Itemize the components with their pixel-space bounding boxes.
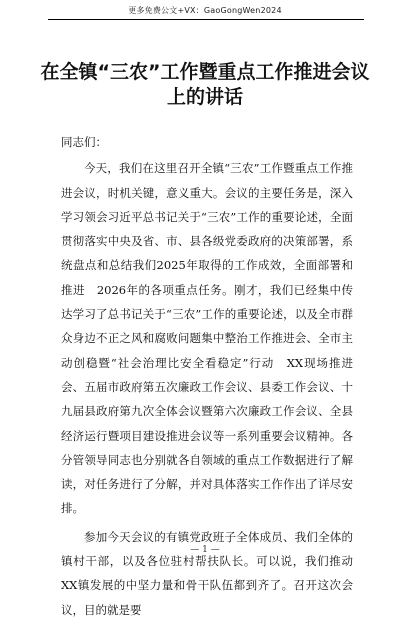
header-divider: [48, 19, 364, 20]
page-number: — 1 —: [190, 545, 220, 555]
salutation: 同志们：: [61, 135, 107, 149]
header-note: 更多免费公文+VX：GaoGongWen2024: [128, 6, 282, 15]
document-title: 在全镇“三农”工作暨重点工作推进会议上的讲话: [40, 61, 370, 108]
paragraph: 今天，我们在这里召开全镇“三农”工作暨重点工作推进会议，时机关键，意义重大。会议的主要任务是，深入学习领会习近平总书记关于“三农”工作的重要论述，全面贯彻落实中央及省、市、县各级党委政府的决策部署，系统盘点和总结我们2025年取得的工作成效，全面部署和推进 2026年的各项重点任务。刚才，我们已经集中传达学习了总书记关于“三农”工作的重要论述，以及全市群众身边不正之风和腐败问题集中整治工作推进会、全市主动创稳暨“社会治理比安全看稳定”行动 XX现场推进会、五届市政府第五次廉政工作会议、县委工作会议、十九届县政府第九次全体会议暨第六次廉政工作会议、全县经济运行暨项目建设推进会议等一系列重要会议精神。各分管领导同志也分别就各自领域的重点工作数据进行了解读，对任务进行了分解，并对具体落实工作作出了详尽安排。: [61, 161, 353, 516]
paragraph: 参加今天会议的有镇党政班子全体成员、我们全体的镇村干部，以及各位驻村帮扶队长。可以说，我们推动XX镇发展的中坚力量和骨干队伍都到齐了。召开这次会议，目的就是要: [61, 529, 353, 617]
